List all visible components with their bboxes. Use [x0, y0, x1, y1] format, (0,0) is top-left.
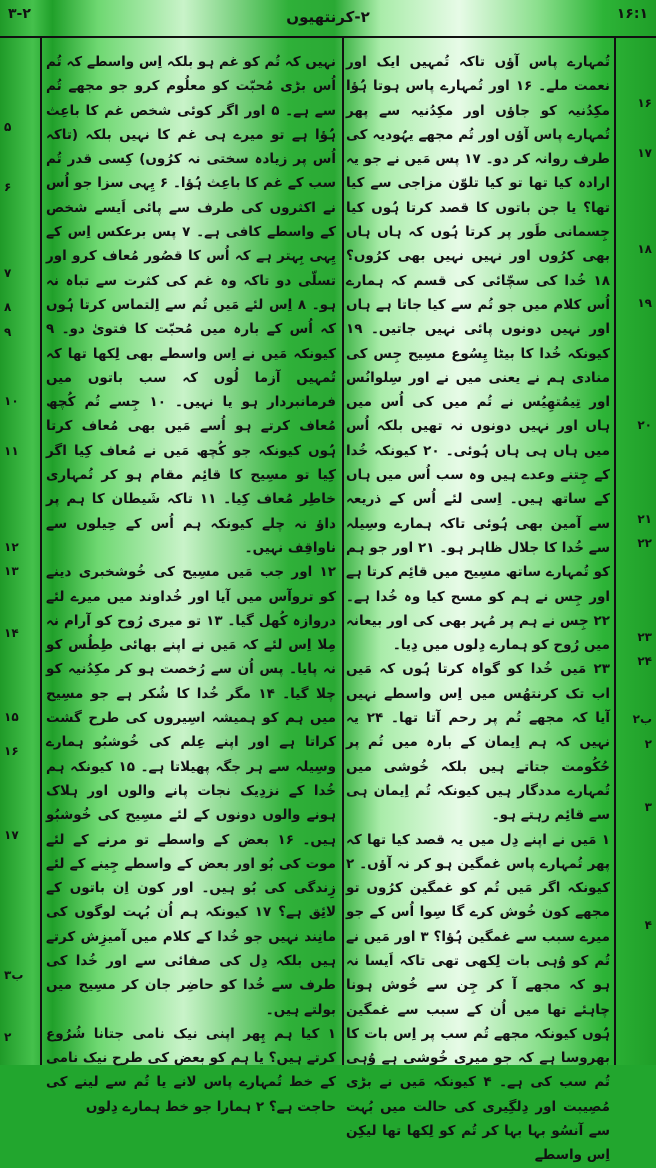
verse-number: ۲۱: [637, 512, 652, 526]
verse-number: ۱۶: [637, 96, 652, 110]
verse-number: ۱۱: [4, 444, 19, 458]
paragraph: ۲۳ مَیں خُدا کو گواہ کرتا ہُوں کہ مَیں اب تک کرنتھُس میں اِس واسطے نہیں آیا کہ مجھے تُم پر رحم آتا تھا۔ ۲۴ یہ نہیں کہ ہم اِیمان کے بارہ میں تُم پر حُکُومت جتاتے ہیں بلکہ خُوشی میں تُمہارے مددگار ہیں کیونکہ تُم اِیمان ہی سے قائِم رہتے ہو۔: [346, 661, 610, 824]
column-divider-right: [614, 36, 616, 1065]
verse-number: ۹: [4, 325, 12, 339]
chapter-range-right: ۱۶:۱: [616, 6, 648, 22]
verse-number: ۱۹: [637, 296, 652, 310]
right-margin-verses: [618, 0, 656, 1065]
verse-number: ۱۸: [637, 242, 652, 256]
verse-number: ۲۴: [637, 654, 652, 668]
chapter-range-left: ۳-۲: [8, 6, 31, 22]
verse-number: ۶: [4, 180, 12, 194]
page-header: [0, 0, 656, 38]
verse-number: ۱۰: [4, 394, 19, 408]
chapter-marker: ب۳: [4, 968, 24, 982]
verse-number: ۱۳: [4, 564, 19, 578]
verse-number: ۱۶: [4, 744, 19, 758]
verse-number: ۱۷: [4, 828, 19, 842]
paragraph: ۱ کیا ہم پِھر اپنی نیک نامی جتانا شُرُوع کرتے ہیں؟ یا ہم کو بعض کی طرح نیک نامی کے خط تُمہارے پاس لانے یا تُم سے لینے کی حاجت ہے؟ ۲ ہمارا جو خط ہمارے دِلوں: [46, 1025, 336, 1115]
verse-number: ۳: [644, 800, 652, 814]
left-text-column: [46, 50, 336, 1119]
verse-number: ۱۴: [4, 626, 19, 640]
chapter-marker: ب۲: [632, 712, 652, 726]
verse-number: ۸: [4, 300, 12, 314]
book-title: ۲-کرنتھیوں: [286, 8, 370, 26]
paragraph: ۱ مَیں نے اپنے دِل میں یہ قصد کیا تھا کہ پھر تُمہارے پاس غمگین ہو کر نہ آؤں۔ ۲ کیونکہ اگر مَیں تُم کو غمگین کرُوں تو مجھے کون خُوش کرے گا سِوا اُس کے جو میرے سبب سے غمگین ہُؤا؟ ۳ اور مَیں نے تُم کو وُہی بات لِکھی تھی تاکہ اَیسا نہ ہو کہ مجھے آ کر جِن سے خُوش ہونا چاہئے تھا میں اُن کے سبب سے غمگین ہُوں کیونکہ مجھے تُم سب پر اِس بات کا بھروسا ہے کہ جو میری خُوشی ہے وُہی تُم سب کی ہے۔ ۴ کیونکہ مَیں نے بڑی مُصِیبت اور دِلگِیری کی حالت میں بُہت سے آنسُو بہا بہا کر تُم کو لِکھا تھا لیکِن اِس واسطے: [346, 831, 610, 1164]
column-divider-center: [342, 36, 344, 1065]
paragraph: ۱۲ اور جب مَیں مسِیح کی خُوشخبری دینے کو تروآس میں آیا اور خُداوند میں میرے لئے دروازہ کُھل گیا۔ ۱۳ تو میری رُوح کو آرام نہ مِلا اِس لئے کہ مَیں نے اپنے بھائی طِطُس کو نہ پایا۔ پس اُن سے رُخصت ہو کر مکِدُنیہ کو چلا گیا۔ ۱۴ مگر خُدا کا شُکر ہے جو مسِیح میں ہم کو ہمیشہ اسِیروں کی طرح گشت کراتا ہے اور اپنے عِلم کی خُوشبُو ہمارے وسِیلہ سے ہر جگہ پھیلاتا ہے۔ ۱۵ کیونکہ ہم خُدا کے نزدِیک نجات پانے والوں اور ہلاک ہونے والوں دونوں کے لئے مسِیح کی خُوشبُو ہیں۔ ۱۶ بعض کے واسطے تو مرنے کے لئے موت کی بُو اور بعض کے واسطے جِینے کے لئے زِندگی کی بُو ہیں۔ اور کون اِن باتوں کے لائِق ہے؟ ۱۷ کیونکہ ہم اُن بُہت لوگوں کی مانِند نہیں جو خُدا کے کلام میں آمیزِش کرتے ہیں بلکہ دِل کی صفائی سے اور خُدا کی طرف سے خُدا کو حاضِر جان کر مسِیح میں بولتے ہیں۔: [46, 564, 337, 1018]
verse-number: ۱۷: [637, 146, 652, 160]
paragraph: نہیں کہ تُم کو غم ہو بلکہ اِس واسطے کہ تُم اُس بڑی مُحبّت کو معلُوم کرو جو مجھے تُم سے ہے۔ ۵ اور اگر کوئی شخص غم کا باعِث ہُؤا ہے تو میرے ہی غم کا نہیں بلکہ (تاکہ اُس پر زیادہ سختی نہ کرُوں) کِسی قدر تُم سب کے غم کا باعِث ہُؤا۔ ۶ یِہی سزا جو اُس نے اکثروں کی طرف سے پائی اَیسے شخص کے واسطے کافی ہے۔ ۷ پس برعکس اِس کے یِہی بِہتر ہے کہ اُس کا قصُور مُعاف کرو اور تسلّی دو تاکہ وہ غم کی کثرت سے تباہ نہ ہو۔ ۸ اِس لئے مَیں تُم سے اِلتماس کرتا ہُوں کہ اُس کے بارہ میں مُحبّت کا فتویٰ دو۔ ۹ کیونکہ مَیں نے اِس واسطے بھی لِکھا تھا کہ تُمہیں آزما لُوں کہ سب باتوں میں فرمانبردار ہو یا نہیں۔ ۱۰ جِسے تُم کُچھ مُعاف کرتے ہو اُسے مَیں بھی مُعاف کرتا ہُوں کیونکہ جو کُچھ مَیں نے مُعاف کِیا اگر کِیا تو مسِیح کا قائِم مقام ہو کر تُمہاری خاطِر مُعاف کِیا۔ ۱۱ تاکہ شَیطان کا ہم پر داؤ نہ چلے کیونکہ ہم اُس کے حِیلوں سے ناواقِف نہیں۔: [46, 54, 337, 556]
verse-number: ۷: [4, 266, 12, 280]
verse-number: ۱۲: [4, 540, 19, 554]
column-divider-left: [40, 36, 42, 1065]
verse-number: ۵: [4, 120, 12, 134]
verse-number: ۲: [4, 1030, 12, 1044]
verse-number: ۲۲: [637, 536, 652, 550]
paragraph: تُمہارے پاس آؤں تاکہ تُمہیں ایک اور نعمت ملے۔ ۱۶ اور تُمہارے پاس ہوتا ہُؤا مکِدُنیہ کو جاؤں اور مکِدُنیہ سے پھر تُمہارے پاس آؤں اور تُم مجھے یہُودیہ کی طرف روانہ کر دو۔ ۱۷ پس مَیں نے جو یہ ارادہ کیا تھا تو کیا تلوّن مزاجی سے کیا تھا؟ یا جن باتوں کا قصد کرتا ہُوں کیا جِسمانی طَور پر کرتا ہُوں کہ ہاں ہاں بھی کرُوں اور نہیں نہیں بھی کرُوں؟ ۱۸ خُدا کی سچّائی کی قسم کہ ہمارے اُس کلام میں جو تُم سے کیا جاتا ہے ہاں اور نہیں دونوں پائی نہیں جاتیں۔ ۱۹ کیونکہ خُدا کا بیٹا یِسُوع مسِیح جِس کی منادی ہم نے یعنی میں نے اور سِلوانُس اور تِیمُتھِیُس نے تُم میں کی اُس میں ہاں اور نہیں دونوں نہ تھیں بلکہ اُس میں ہاں ہی ہاں ہُوئی۔ ۲۰ کیونکہ خُدا کے جِتنے وعدے ہیں وہ سب اُس میں ہاں کے ساتھ ہیں۔ اِسی لئے اُس کے ذریعہ سے آمین بھی ہُوئی تاکہ ہمارے وسِیلہ سے خُدا کا جلال ظاہر ہو۔ ۲۱ اور جو ہم کو تُمہارے ساتھ مسِیح میں قائِم کرتا ہے اور جِس نے ہم کو مسح کیا وہ خُدا ہے۔ ۲۲ جِس نے ہم پر مُہر بھی کی اور بیعانہ میں رُوح کو ہمارے دِلوں میں دِیا۔: [346, 54, 610, 654]
verse-number: ۲: [644, 737, 652, 751]
verse-number: ۲۰: [637, 418, 652, 432]
verse-number: ۴: [644, 918, 652, 932]
left-margin-verses: [0, 0, 40, 1065]
verse-number: ۱۵: [4, 710, 19, 724]
verse-number: ۲۳: [637, 630, 652, 644]
right-text-column: [346, 50, 610, 1168]
